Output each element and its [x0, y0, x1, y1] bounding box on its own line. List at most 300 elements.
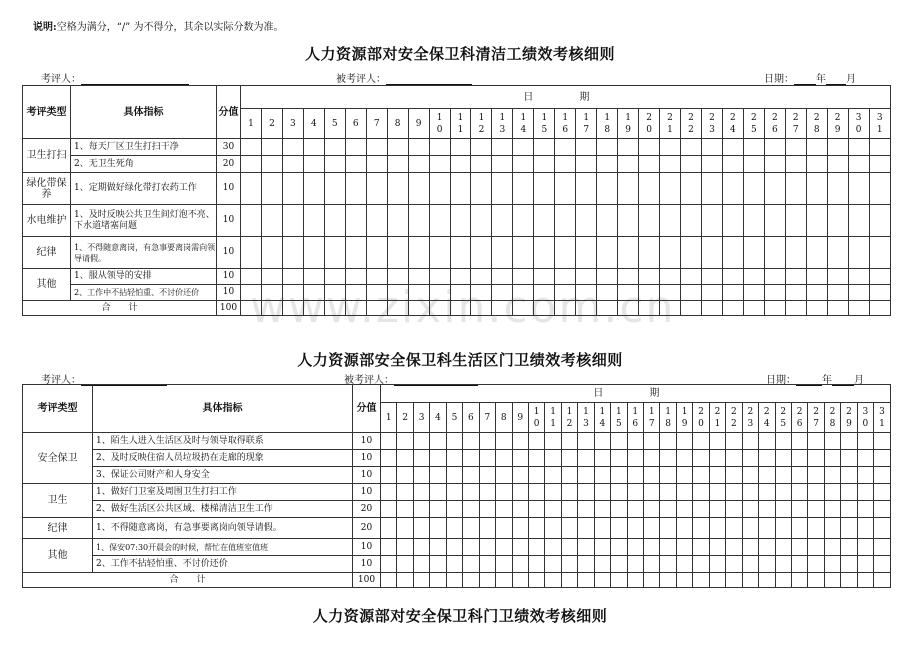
score-entry-cell[interactable]: [764, 156, 785, 173]
score-entry-cell[interactable]: [471, 237, 492, 269]
score-entry-cell[interactable]: [618, 205, 639, 237]
score-entry-cell[interactable]: [261, 173, 282, 205]
total-entry-cell[interactable]: [381, 573, 397, 588]
score-entry-cell[interactable]: [345, 285, 366, 301]
total-entry-cell[interactable]: [366, 301, 387, 316]
score-entry-cell[interactable]: [463, 518, 479, 539]
score-entry-cell[interactable]: [775, 539, 791, 556]
score-entry-cell[interactable]: [597, 173, 618, 205]
score-entry-cell[interactable]: [492, 205, 513, 237]
score-entry-cell[interactable]: [639, 237, 660, 269]
score-entry-cell[interactable]: [446, 484, 462, 501]
score-entry-cell[interactable]: [366, 285, 387, 301]
score-entry-cell[interactable]: [479, 539, 495, 556]
score-entry-cell[interactable]: [594, 556, 610, 573]
score-entry-cell[interactable]: [808, 501, 824, 518]
score-entry-cell[interactable]: [639, 139, 660, 156]
score-entry-cell[interactable]: [496, 501, 512, 518]
score-entry-cell[interactable]: [701, 237, 722, 269]
score-entry-cell[interactable]: [241, 139, 262, 156]
score-entry-cell[interactable]: [450, 156, 471, 173]
score-entry-cell[interactable]: [639, 269, 660, 285]
total-entry-cell[interactable]: [764, 301, 785, 316]
score-entry-cell[interactable]: [701, 156, 722, 173]
score-entry-cell[interactable]: [743, 285, 764, 301]
score-entry-cell[interactable]: [512, 518, 528, 539]
score-entry-cell[interactable]: [397, 484, 413, 501]
total-entry-cell[interactable]: [827, 301, 848, 316]
score-entry-cell[interactable]: [660, 484, 676, 501]
score-entry-cell[interactable]: [381, 556, 397, 573]
score-entry-cell[interactable]: [681, 237, 702, 269]
score-entry-cell[interactable]: [611, 484, 627, 501]
score-entry-cell[interactable]: [381, 484, 397, 501]
score-entry-cell[interactable]: [561, 450, 577, 467]
score-entry-cell[interactable]: [597, 285, 618, 301]
score-entry-cell[interactable]: [742, 501, 758, 518]
score-entry-cell[interactable]: [492, 269, 513, 285]
score-entry-cell[interactable]: [597, 269, 618, 285]
score-entry-cell[interactable]: [874, 501, 891, 518]
score-entry-cell[interactable]: [534, 285, 555, 301]
score-entry-cell[interactable]: [446, 433, 462, 450]
score-entry-cell[interactable]: [709, 467, 725, 484]
score-entry-cell[interactable]: [282, 173, 303, 205]
total-entry-cell[interactable]: [722, 301, 743, 316]
total-entry-cell[interactable]: [709, 573, 725, 588]
score-entry-cell[interactable]: [764, 173, 785, 205]
score-entry-cell[interactable]: [303, 173, 324, 205]
score-entry-cell[interactable]: [660, 285, 681, 301]
score-entry-cell[interactable]: [722, 173, 743, 205]
total-entry-cell[interactable]: [660, 301, 681, 316]
score-entry-cell[interactable]: [528, 484, 544, 501]
score-entry-cell[interactable]: [874, 539, 891, 556]
score-entry-cell[interactable]: [387, 285, 408, 301]
score-entry-cell[interactable]: [627, 467, 643, 484]
score-entry-cell[interactable]: [791, 467, 807, 484]
score-entry-cell[interactable]: [261, 285, 282, 301]
score-entry-cell[interactable]: [701, 269, 722, 285]
score-entry-cell[interactable]: [578, 501, 594, 518]
score-entry-cell[interactable]: [408, 156, 429, 173]
score-entry-cell[interactable]: [660, 156, 681, 173]
score-entry-cell[interactable]: [528, 556, 544, 573]
score-entry-cell[interactable]: [681, 285, 702, 301]
score-entry-cell[interactable]: [627, 518, 643, 539]
score-entry-cell[interactable]: [639, 205, 660, 237]
score-entry-cell[interactable]: [742, 556, 758, 573]
score-entry-cell[interactable]: [676, 556, 692, 573]
score-entry-cell[interactable]: [869, 269, 890, 285]
score-entry-cell[interactable]: [555, 285, 576, 301]
total-entry-cell[interactable]: [743, 301, 764, 316]
score-entry-cell[interactable]: [841, 518, 857, 539]
score-entry-cell[interactable]: [869, 237, 890, 269]
total-entry-cell[interactable]: [841, 573, 857, 588]
score-entry-cell[interactable]: [479, 484, 495, 501]
score-entry-cell[interactable]: [345, 205, 366, 237]
score-entry-cell[interactable]: [639, 285, 660, 301]
total-entry-cell[interactable]: [644, 573, 660, 588]
score-entry-cell[interactable]: [869, 139, 890, 156]
score-entry-cell[interactable]: [534, 237, 555, 269]
total-entry-cell[interactable]: [578, 573, 594, 588]
score-entry-cell[interactable]: [513, 173, 534, 205]
score-entry-cell[interactable]: [594, 501, 610, 518]
score-entry-cell[interactable]: [791, 539, 807, 556]
total-entry-cell[interactable]: [303, 301, 324, 316]
score-entry-cell[interactable]: [413, 433, 429, 450]
total-entry-cell[interactable]: [261, 301, 282, 316]
score-entry-cell[interactable]: [561, 518, 577, 539]
total-entry-cell[interactable]: [824, 573, 840, 588]
score-entry-cell[interactable]: [611, 501, 627, 518]
score-entry-cell[interactable]: [681, 269, 702, 285]
total-entry-cell[interactable]: [597, 301, 618, 316]
score-entry-cell[interactable]: [681, 173, 702, 205]
score-entry-cell[interactable]: [594, 450, 610, 467]
score-entry-cell[interactable]: [627, 433, 643, 450]
score-entry-cell[interactable]: [709, 450, 725, 467]
score-entry-cell[interactable]: [463, 539, 479, 556]
total-entry-cell[interactable]: [241, 301, 262, 316]
score-entry-cell[interactable]: [513, 156, 534, 173]
score-entry-cell[interactable]: [430, 450, 446, 467]
score-entry-cell[interactable]: [594, 484, 610, 501]
score-entry-cell[interactable]: [576, 269, 597, 285]
score-entry-cell[interactable]: [644, 518, 660, 539]
score-entry-cell[interactable]: [644, 501, 660, 518]
score-entry-cell[interactable]: [303, 139, 324, 156]
score-entry-cell[interactable]: [366, 173, 387, 205]
score-entry-cell[interactable]: [827, 139, 848, 156]
score-entry-cell[interactable]: [611, 450, 627, 467]
score-entry-cell[interactable]: [479, 450, 495, 467]
total-entry-cell[interactable]: [492, 301, 513, 316]
score-entry-cell[interactable]: [644, 484, 660, 501]
score-entry-cell[interactable]: [512, 501, 528, 518]
score-entry-cell[interactable]: [366, 269, 387, 285]
score-entry-cell[interactable]: [611, 556, 627, 573]
score-entry-cell[interactable]: [869, 156, 890, 173]
score-entry-cell[interactable]: [463, 484, 479, 501]
score-entry-cell[interactable]: [681, 205, 702, 237]
score-entry-cell[interactable]: [742, 518, 758, 539]
score-entry-cell[interactable]: [463, 433, 479, 450]
score-entry-cell[interactable]: [408, 173, 429, 205]
score-entry-cell[interactable]: [808, 556, 824, 573]
total-entry-cell[interactable]: [701, 301, 722, 316]
score-entry-cell[interactable]: [496, 467, 512, 484]
score-entry-cell[interactable]: [446, 450, 462, 467]
score-entry-cell[interactable]: [709, 518, 725, 539]
score-entry-cell[interactable]: [387, 237, 408, 269]
score-entry-cell[interactable]: [471, 173, 492, 205]
score-entry-cell[interactable]: [282, 269, 303, 285]
score-entry-cell[interactable]: [446, 467, 462, 484]
score-entry-cell[interactable]: [430, 467, 446, 484]
score-entry-cell[interactable]: [806, 139, 827, 156]
score-entry-cell[interactable]: [241, 285, 262, 301]
score-entry-cell[interactable]: [709, 501, 725, 518]
score-entry-cell[interactable]: [387, 173, 408, 205]
score-entry-cell[interactable]: [848, 205, 869, 237]
score-entry-cell[interactable]: [841, 556, 857, 573]
score-entry-cell[interactable]: [742, 450, 758, 467]
score-entry-cell[interactable]: [545, 484, 561, 501]
score-entry-cell[interactable]: [726, 450, 742, 467]
score-entry-cell[interactable]: [722, 285, 743, 301]
score-entry-cell[interactable]: [824, 433, 840, 450]
score-entry-cell[interactable]: [381, 539, 397, 556]
total-entry-cell[interactable]: [282, 301, 303, 316]
total-entry-cell[interactable]: [512, 573, 528, 588]
score-entry-cell[interactable]: [429, 285, 450, 301]
score-entry-cell[interactable]: [578, 539, 594, 556]
score-entry-cell[interactable]: [874, 484, 891, 501]
score-entry-cell[interactable]: [345, 237, 366, 269]
score-entry-cell[interactable]: [722, 269, 743, 285]
score-entry-cell[interactable]: [627, 484, 643, 501]
score-entry-cell[interactable]: [785, 156, 806, 173]
score-entry-cell[interactable]: [413, 556, 429, 573]
total-entry-cell[interactable]: [387, 301, 408, 316]
score-entry-cell[interactable]: [701, 139, 722, 156]
score-entry-cell[interactable]: [545, 518, 561, 539]
score-entry-cell[interactable]: [618, 156, 639, 173]
total-entry-cell[interactable]: [555, 301, 576, 316]
score-entry-cell[interactable]: [808, 433, 824, 450]
score-entry-cell[interactable]: [528, 501, 544, 518]
total-entry-cell[interactable]: [545, 573, 561, 588]
score-entry-cell[interactable]: [578, 556, 594, 573]
score-entry-cell[interactable]: [827, 285, 848, 301]
score-entry-cell[interactable]: [282, 139, 303, 156]
score-entry-cell[interactable]: [430, 501, 446, 518]
score-entry-cell[interactable]: [618, 237, 639, 269]
score-entry-cell[interactable]: [387, 205, 408, 237]
score-entry-cell[interactable]: [726, 518, 742, 539]
score-entry-cell[interactable]: [366, 139, 387, 156]
score-entry-cell[interactable]: [576, 205, 597, 237]
score-entry-cell[interactable]: [726, 484, 742, 501]
score-entry-cell[interactable]: [857, 433, 873, 450]
score-entry-cell[interactable]: [528, 433, 544, 450]
score-entry-cell[interactable]: [513, 237, 534, 269]
score-entry-cell[interactable]: [639, 173, 660, 205]
score-entry-cell[interactable]: [726, 556, 742, 573]
score-entry-cell[interactable]: [561, 556, 577, 573]
score-entry-cell[interactable]: [874, 518, 891, 539]
score-entry-cell[interactable]: [471, 285, 492, 301]
score-entry-cell[interactable]: [397, 433, 413, 450]
score-entry-cell[interactable]: [261, 205, 282, 237]
score-entry-cell[interactable]: [450, 139, 471, 156]
score-entry-cell[interactable]: [463, 450, 479, 467]
score-entry-cell[interactable]: [841, 539, 857, 556]
score-entry-cell[interactable]: [413, 450, 429, 467]
score-entry-cell[interactable]: [618, 269, 639, 285]
score-entry-cell[interactable]: [726, 539, 742, 556]
score-entry-cell[interactable]: [496, 433, 512, 450]
score-entry-cell[interactable]: [496, 539, 512, 556]
total-entry-cell[interactable]: [806, 301, 827, 316]
score-entry-cell[interactable]: [387, 269, 408, 285]
score-entry-cell[interactable]: [676, 539, 692, 556]
score-entry-cell[interactable]: [806, 205, 827, 237]
score-entry-cell[interactable]: [545, 467, 561, 484]
total-entry-cell[interactable]: [528, 573, 544, 588]
total-entry-cell[interactable]: [618, 301, 639, 316]
total-entry-cell[interactable]: [791, 573, 807, 588]
score-entry-cell[interactable]: [644, 433, 660, 450]
score-entry-cell[interactable]: [471, 156, 492, 173]
score-entry-cell[interactable]: [722, 237, 743, 269]
score-entry-cell[interactable]: [528, 450, 544, 467]
score-entry-cell[interactable]: [644, 539, 660, 556]
score-entry-cell[interactable]: [764, 285, 785, 301]
score-entry-cell[interactable]: [824, 556, 840, 573]
score-entry-cell[interactable]: [759, 467, 775, 484]
score-entry-cell[interactable]: [381, 450, 397, 467]
total-entry-cell[interactable]: [742, 573, 758, 588]
score-entry-cell[interactable]: [806, 156, 827, 173]
score-entry-cell[interactable]: [496, 518, 512, 539]
score-entry-cell[interactable]: [366, 237, 387, 269]
score-entry-cell[interactable]: [709, 484, 725, 501]
score-entry-cell[interactable]: [827, 173, 848, 205]
score-entry-cell[interactable]: [660, 539, 676, 556]
score-entry-cell[interactable]: [397, 467, 413, 484]
total-entry-cell[interactable]: [676, 573, 692, 588]
score-entry-cell[interactable]: [303, 156, 324, 173]
score-entry-cell[interactable]: [241, 173, 262, 205]
score-entry-cell[interactable]: [841, 433, 857, 450]
score-entry-cell[interactable]: [345, 173, 366, 205]
score-entry-cell[interactable]: [611, 518, 627, 539]
score-entry-cell[interactable]: [324, 285, 345, 301]
total-entry-cell[interactable]: [848, 301, 869, 316]
score-entry-cell[interactable]: [806, 173, 827, 205]
score-entry-cell[interactable]: [528, 467, 544, 484]
score-entry-cell[interactable]: [261, 269, 282, 285]
score-entry-cell[interactable]: [528, 518, 544, 539]
score-entry-cell[interactable]: [693, 484, 709, 501]
score-entry-cell[interactable]: [324, 156, 345, 173]
score-entry-cell[interactable]: [594, 433, 610, 450]
score-entry-cell[interactable]: [413, 518, 429, 539]
score-entry-cell[interactable]: [512, 467, 528, 484]
score-entry-cell[interactable]: [408, 139, 429, 156]
score-entry-cell[interactable]: [848, 173, 869, 205]
score-entry-cell[interactable]: [555, 237, 576, 269]
score-entry-cell[interactable]: [594, 467, 610, 484]
score-entry-cell[interactable]: [241, 156, 262, 173]
score-entry-cell[interactable]: [594, 518, 610, 539]
score-entry-cell[interactable]: [791, 484, 807, 501]
score-entry-cell[interactable]: [594, 539, 610, 556]
score-entry-cell[interactable]: [791, 450, 807, 467]
score-entry-cell[interactable]: [611, 433, 627, 450]
total-entry-cell[interactable]: [408, 301, 429, 316]
score-entry-cell[interactable]: [644, 450, 660, 467]
score-entry-cell[interactable]: [785, 205, 806, 237]
score-entry-cell[interactable]: [660, 173, 681, 205]
score-entry-cell[interactable]: [282, 156, 303, 173]
score-entry-cell[interactable]: [785, 173, 806, 205]
score-entry-cell[interactable]: [869, 205, 890, 237]
total-entry-cell[interactable]: [594, 573, 610, 588]
score-entry-cell[interactable]: [775, 467, 791, 484]
score-entry-cell[interactable]: [534, 156, 555, 173]
score-entry-cell[interactable]: [471, 205, 492, 237]
score-entry-cell[interactable]: [463, 467, 479, 484]
total-entry-cell[interactable]: [324, 301, 345, 316]
total-entry-cell[interactable]: [874, 573, 891, 588]
score-entry-cell[interactable]: [366, 205, 387, 237]
score-entry-cell[interactable]: [824, 501, 840, 518]
score-entry-cell[interactable]: [808, 484, 824, 501]
score-entry-cell[interactable]: [627, 556, 643, 573]
score-entry-cell[interactable]: [413, 539, 429, 556]
score-entry-cell[interactable]: [492, 156, 513, 173]
score-entry-cell[interactable]: [660, 518, 676, 539]
score-entry-cell[interactable]: [759, 484, 775, 501]
score-entry-cell[interactable]: [429, 269, 450, 285]
score-entry-cell[interactable]: [430, 556, 446, 573]
score-entry-cell[interactable]: [722, 139, 743, 156]
score-entry-cell[interactable]: [644, 556, 660, 573]
total-entry-cell[interactable]: [639, 301, 660, 316]
table1-evaluatee-blank[interactable]: [386, 74, 472, 85]
score-entry-cell[interactable]: [545, 556, 561, 573]
score-entry-cell[interactable]: [479, 433, 495, 450]
score-entry-cell[interactable]: [512, 433, 528, 450]
score-entry-cell[interactable]: [681, 139, 702, 156]
score-entry-cell[interactable]: [660, 139, 681, 156]
score-entry-cell[interactable]: [808, 518, 824, 539]
score-entry-cell[interactable]: [743, 269, 764, 285]
total-entry-cell[interactable]: [627, 573, 643, 588]
score-entry-cell[interactable]: [597, 237, 618, 269]
score-entry-cell[interactable]: [381, 467, 397, 484]
score-entry-cell[interactable]: [722, 205, 743, 237]
score-entry-cell[interactable]: [381, 518, 397, 539]
score-entry-cell[interactable]: [450, 173, 471, 205]
score-entry-cell[interactable]: [513, 269, 534, 285]
score-entry-cell[interactable]: [576, 173, 597, 205]
score-entry-cell[interactable]: [857, 484, 873, 501]
score-entry-cell[interactable]: [660, 205, 681, 237]
score-entry-cell[interactable]: [429, 156, 450, 173]
score-entry-cell[interactable]: [450, 269, 471, 285]
score-entry-cell[interactable]: [722, 156, 743, 173]
score-entry-cell[interactable]: [618, 173, 639, 205]
score-entry-cell[interactable]: [764, 205, 785, 237]
score-entry-cell[interactable]: [492, 237, 513, 269]
score-entry-cell[interactable]: [446, 501, 462, 518]
score-entry-cell[interactable]: [303, 269, 324, 285]
score-entry-cell[interactable]: [555, 205, 576, 237]
score-entry-cell[interactable]: [282, 285, 303, 301]
score-entry-cell[interactable]: [827, 156, 848, 173]
score-entry-cell[interactable]: [618, 139, 639, 156]
score-entry-cell[interactable]: [693, 501, 709, 518]
score-entry-cell[interactable]: [660, 556, 676, 573]
score-entry-cell[interactable]: [841, 450, 857, 467]
score-entry-cell[interactable]: [450, 285, 471, 301]
